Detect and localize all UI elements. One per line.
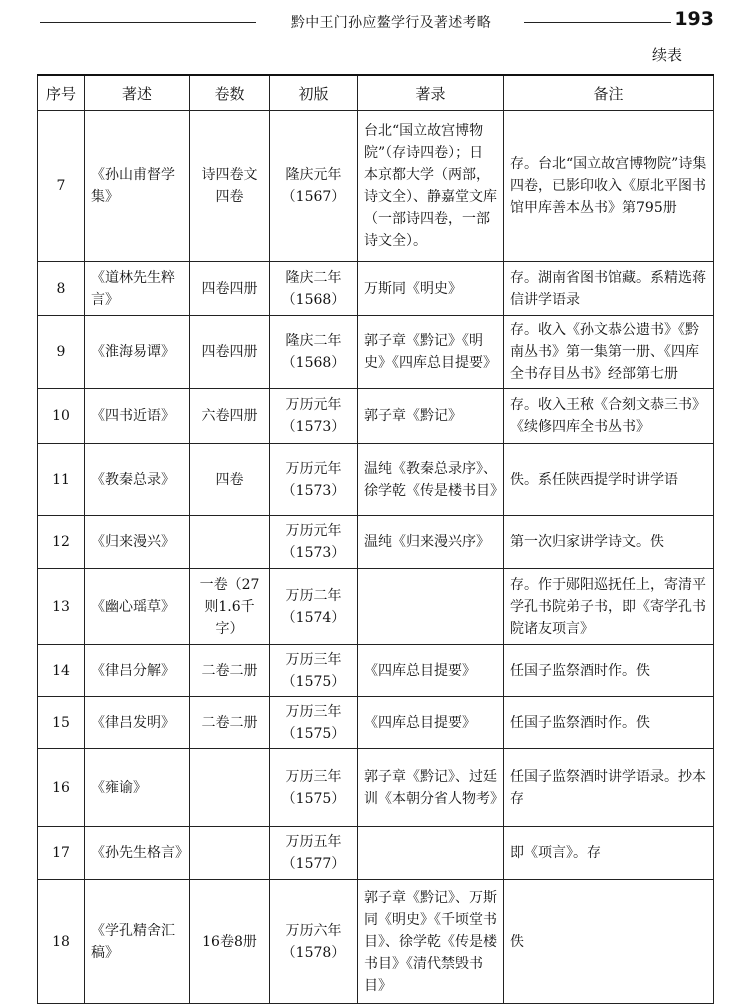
cell-records: 郭子章《黔记》《明史》《四库总目提要》 [358, 316, 504, 389]
cell-notes: 存。台北“国立故宫博物院”诗集四卷，已影印收入《原北平图书馆甲库善本丛书》第795册 [504, 111, 714, 262]
table-row [38, 645, 714, 697]
cell-notes: 存。收入王秾《合刻文恭三书》《续修四库全书丛书》 [504, 389, 714, 444]
cell-edition: 万历元年（1573） [270, 516, 358, 569]
cell-work: 《学孔精舍汇稿》 [85, 880, 190, 1004]
cell-volumes: 四卷 [190, 444, 270, 516]
col-header-volumes: 卷数 [190, 75, 270, 111]
col-header-no: 序号 [38, 75, 85, 111]
cell-no: 7 [38, 111, 85, 262]
table-row [38, 316, 714, 389]
cell-notes: 第一次归家讲学诗文。佚 [504, 516, 714, 569]
cell-notes: 佚 [504, 880, 714, 1004]
cell-records: 《四库总目提要》 [358, 645, 504, 697]
cell-volumes: 诗四卷文四卷 [190, 111, 270, 262]
cell-records: 台北“国立故宫博物院”（存诗四卷）；日本京都大学（两部，诗文全）、静嘉堂文库（一部诗四卷，一部诗文全）。 [358, 111, 504, 262]
cell-no: 14 [38, 645, 85, 697]
cell-volumes [190, 827, 270, 880]
cell-volumes: 六卷四册 [190, 389, 270, 444]
cell-edition: 万历三年（1575） [270, 697, 358, 749]
cell-work: 《四书近语》 [85, 389, 190, 444]
cell-edition: 万历三年（1575） [270, 645, 358, 697]
cell-volumes [190, 516, 270, 569]
header-rule-left [40, 22, 256, 23]
table-row [38, 516, 714, 569]
cell-notes: 佚。系任陕西提学时讲学语 [504, 444, 714, 516]
cell-no: 16 [38, 749, 85, 827]
col-header-records: 著录 [358, 75, 504, 111]
cell-no: 9 [38, 316, 85, 389]
cell-records: 《四库总目提要》 [358, 697, 504, 749]
cell-records [358, 569, 504, 645]
cell-no: 13 [38, 569, 85, 645]
cell-work: 《孙山甫督学集》 [85, 111, 190, 262]
table-continued-label: 续表 [652, 46, 683, 64]
cell-records: 万斯同《明史》 [358, 262, 504, 316]
cell-notes: 存。收入《孙文恭公遗书》《黔南丛书》第一集第一册、《四库全书存目丛书》经部第七册 [504, 316, 714, 389]
cell-edition: 隆庆二年（1568） [270, 262, 358, 316]
works-table [37, 74, 714, 1004]
table-header-row [38, 75, 714, 111]
cell-no: 8 [38, 262, 85, 316]
cell-records: 温纯《归来漫兴序》 [358, 516, 504, 569]
cell-edition: 万历六年（1578） [270, 880, 358, 1004]
cell-no: 10 [38, 389, 85, 444]
cell-records: 郭子章《黔记》 [358, 389, 504, 444]
cell-records: 温纯《教秦总录序》、徐学乾《传是楼书目》 [358, 444, 504, 516]
cell-work: 《归来漫兴》 [85, 516, 190, 569]
cell-edition: 隆庆二年（1568） [270, 316, 358, 389]
cell-edition: 万历元年（1573） [270, 389, 358, 444]
cell-notes: 存。湖南省图书馆藏。系精选蒋信讲学语录 [504, 262, 714, 316]
cell-records: 郭子章《黔记》、过廷训《本朝分省人物考》 [358, 749, 504, 827]
cell-volumes: 二卷二册 [190, 645, 270, 697]
cell-no: 17 [38, 827, 85, 880]
cell-work: 《孙先生格言》 [85, 827, 190, 880]
col-header-edition: 初版 [270, 75, 358, 111]
cell-notes: 任国子监祭酒时作。佚 [504, 645, 714, 697]
table-row [38, 111, 714, 262]
cell-notes: 存。作于郧阳巡抚任上，寄清平学孔书院弟子书，即《寄学孔书院诸友项言》 [504, 569, 714, 645]
cell-notes: 即《项言》。存 [504, 827, 714, 880]
table-row [38, 697, 714, 749]
cell-volumes: 16卷8册 [190, 880, 270, 1004]
table-row [38, 262, 714, 316]
table-row [38, 880, 714, 1004]
cell-work: 《雍谕》 [85, 749, 190, 827]
cell-no: 18 [38, 880, 85, 1004]
col-header-notes: 备注 [504, 75, 714, 111]
page-number: 193 [671, 8, 714, 30]
cell-notes: 任国子监祭酒时作。佚 [504, 697, 714, 749]
cell-work: 《淮海易谭》 [85, 316, 190, 389]
cell-edition: 万历五年（1577） [270, 827, 358, 880]
cell-no: 12 [38, 516, 85, 569]
table-row [38, 444, 714, 516]
table-row [38, 569, 714, 645]
cell-no: 15 [38, 697, 85, 749]
cell-volumes [190, 749, 270, 827]
cell-records [358, 827, 504, 880]
cell-work: 《律吕发明》 [85, 697, 190, 749]
cell-edition: 万历二年（1574） [270, 569, 358, 645]
cell-edition: 万历元年（1573） [270, 444, 358, 516]
running-title: 黔中王门孙应鳌学行及著述考略 [290, 15, 492, 31]
running-header [40, 8, 712, 36]
cell-work: 《道林先生粹言》 [85, 262, 190, 316]
cell-no: 11 [38, 444, 85, 516]
table-row [38, 749, 714, 827]
cell-edition: 万历三年（1575） [270, 749, 358, 827]
cell-work: 《教秦总录》 [85, 444, 190, 516]
cell-edition: 隆庆元年（1567） [270, 111, 358, 262]
table-row [38, 389, 714, 444]
cell-volumes: 四卷四册 [190, 316, 270, 389]
cell-work: 《律吕分解》 [85, 645, 190, 697]
cell-volumes: 四卷四册 [190, 262, 270, 316]
cell-work: 《幽心瑶草》 [85, 569, 190, 645]
table-row [38, 827, 714, 880]
cell-records: 郭子章《黔记》、万斯同《明史》《千顷堂书目》、徐学乾《传是楼书目》《清代禁毁书目》 [358, 880, 504, 1004]
cell-volumes: 一卷（27则1.6千字） [190, 569, 270, 645]
cell-volumes: 二卷二册 [190, 697, 270, 749]
cell-notes: 任国子监祭酒时讲学语录。抄本存 [504, 749, 714, 827]
col-header-work: 著述 [85, 75, 190, 111]
